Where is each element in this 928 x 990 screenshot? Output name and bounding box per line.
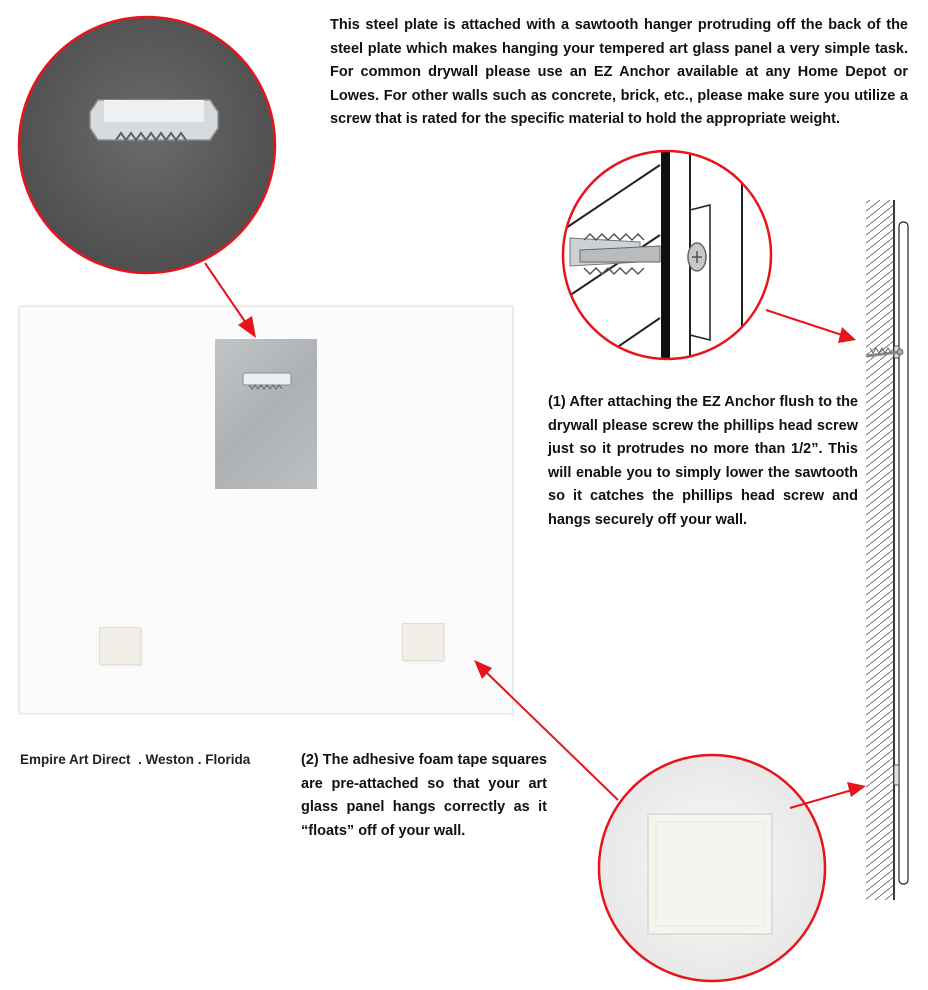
- arrows: [205, 263, 866, 808]
- company-credit: Empire Art Direct . Weston . Florida: [20, 752, 251, 767]
- foam-callout: [599, 755, 825, 981]
- step-1-anchor-text: (1) After attaching the EZ Anchor flush to the drywall please screw the phillips head screw just so it protrudes no more than 1/2”. This will enable you to simply lower the sawtooth so it catches the phillips head screw and hangs securely off your wall.: [548, 394, 858, 528]
- arrow-foam-to-wall: [790, 782, 866, 808]
- sawtooth-hanger-closeup-icon: [90, 100, 218, 140]
- intro-paragraph: This steel plate is attached with a sawtooth hanger protruding off the back of the steel plate which makes hanging your tempered art glass panel a very simple task. For common drywall please use an EZ Anchor available at any Home Depot or Lowes. For other walls such as concrete, brick, etc., please make sure you utilize a screw that is rated for the specific material to hold the appropriate weight.: [330, 17, 908, 127]
- arrow-hanger-to-plate: [205, 263, 256, 338]
- anchor-callout: [563, 151, 771, 359]
- foam-side-profile: [894, 765, 899, 785]
- wall-hatch-icon: [866, 200, 894, 900]
- wall-side-view: [866, 200, 908, 900]
- arrow-anchor-to-wall: [766, 310, 856, 343]
- hanger-callout: [19, 17, 275, 273]
- arrow-foam-to-panel: [474, 660, 618, 800]
- step-2-foam-text: (2) The adhesive foam tape squares are pre-attached so that your art glass panel hangs correctly as it “floats” off of your wall.: [301, 752, 547, 839]
- foam-square-icon: [648, 814, 772, 934]
- panel-side-profile: [899, 222, 908, 884]
